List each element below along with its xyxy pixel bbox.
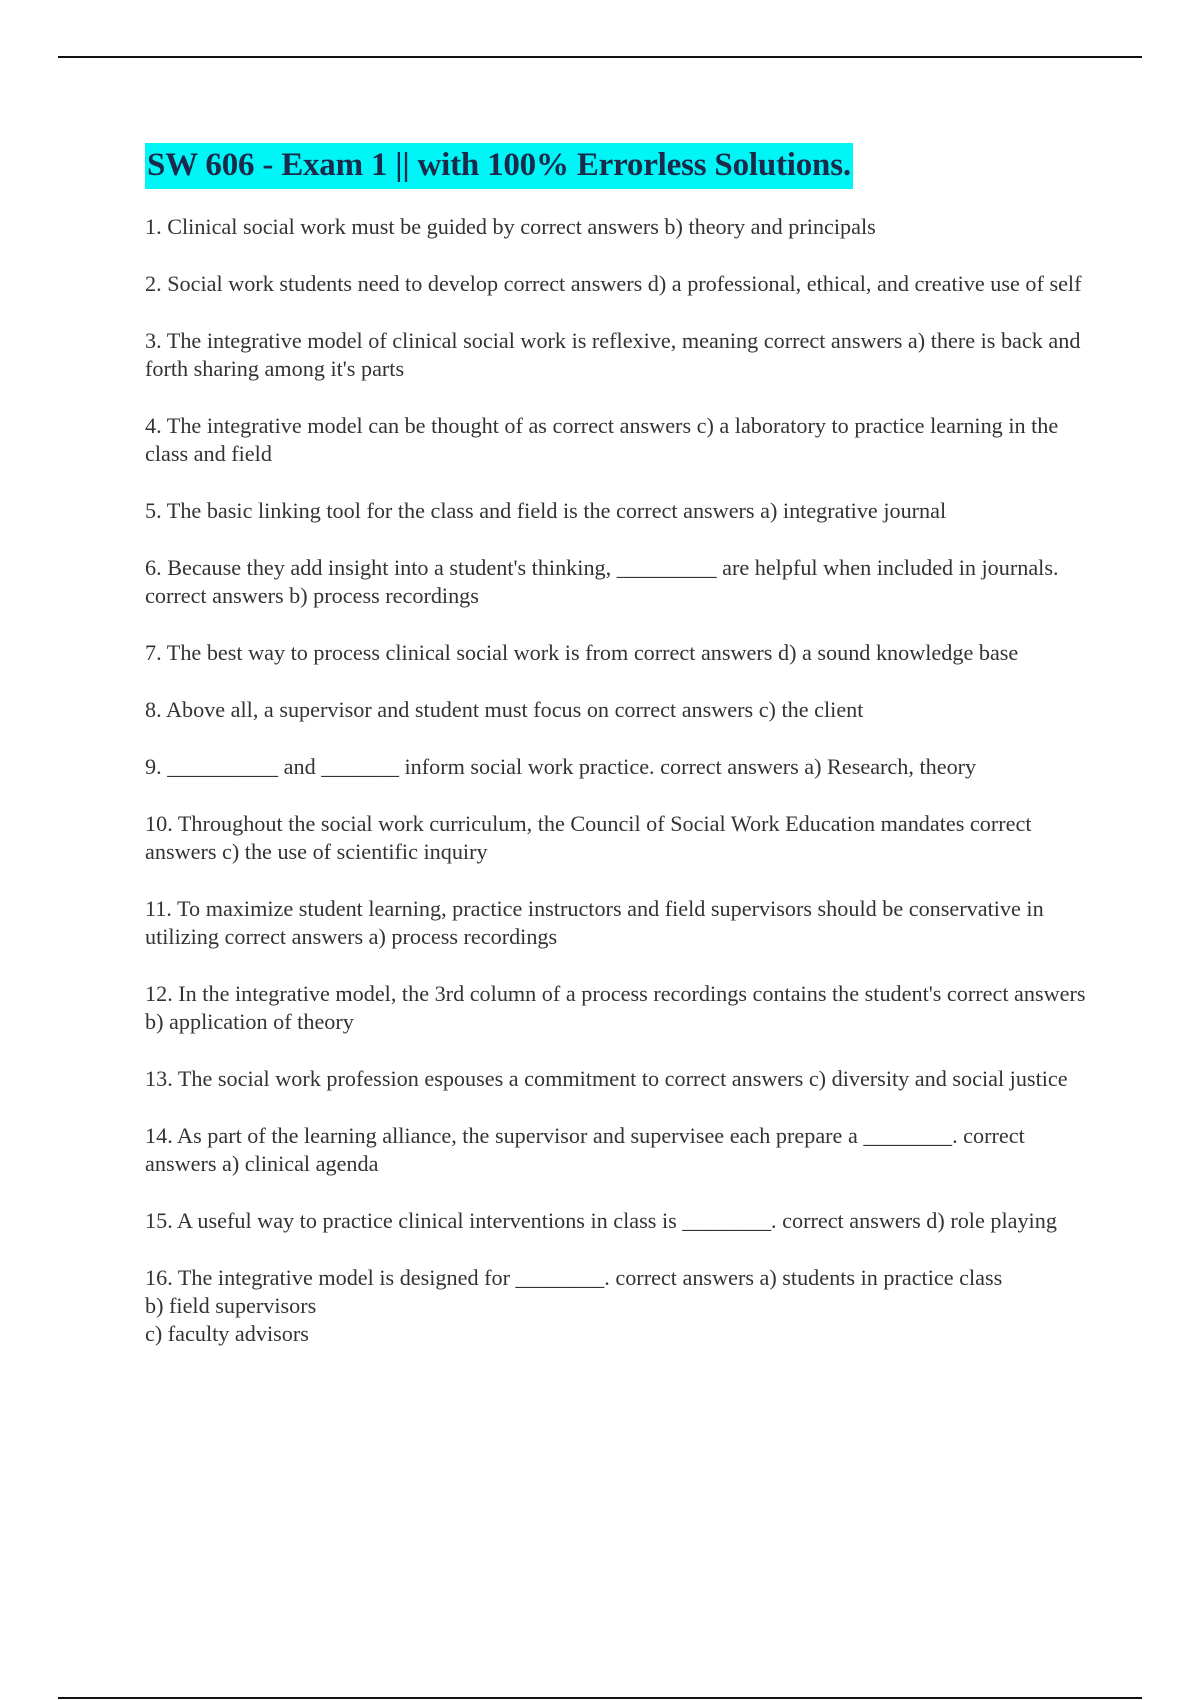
document-title: SW 606 - Exam 1 || with 100% Errorless Solutions. [145,143,853,189]
document-body [145,143,1095,1377]
question-list [145,213,1095,1348]
question-item: 6. Because they add insight into a student's thinking, _________ are helpful when included in journals. correct answers b) process recordings [145,555,1059,608]
question-item: 14. As part of the learning alliance, the supervisor and supervisee each prepare a ________. correct answers a) clinical agenda [145,1123,1025,1176]
question-item: 1. Clinical social work must be guided by correct answers b) theory and principals [145,214,876,239]
question-item: 15. A useful way to practice clinical interventions in class is ________. correct answers d) role playing [145,1208,1057,1233]
question-item: 16. The integrative model is designed for ________. correct answers a) students in practice class b) field supervisors c) faculty advisors [145,1265,1003,1346]
question-item: 3. The integrative model of clinical social work is reflexive, meaning correct answers a) there is back and forth sharing among it's parts [145,328,1081,381]
question-item: 2. Social work students need to develop correct answers d) a professional, ethical, and creative use of self [145,271,1082,296]
question-item: 4. The integrative model can be thought of as correct answers c) a laboratory to practice learning in the class and field [145,413,1059,466]
question-item: 10. Throughout the social work curriculum, the Council of Social Work Education mandates correct answers c) the use of scientific inquiry [145,811,1032,864]
question-item: 5. The basic linking tool for the class and field is the correct answers a) integrative journal [145,498,947,523]
question-item: 13. The social work profession espouses a commitment to correct answers c) diversity and social justice [145,1066,1068,1091]
question-item: 8. Above all, a supervisor and student must focus on correct answers c) the client [145,697,864,722]
question-item: 12. In the integrative model, the 3rd column of a process recordings contains the student's correct answers b) application of theory [145,981,1086,1034]
question-item: 7. The best way to process clinical social work is from correct answers d) a sound knowledge base [145,640,1019,665]
bottom-rule [58,1697,1142,1699]
top-rule [58,56,1142,58]
question-item: 9. __________ and _______ inform social work practice. correct answers a) Research, theory [145,754,977,779]
question-item: 11. To maximize student learning, practice instructors and field supervisors should be conservative in utilizing correct answers a) process recordings [145,896,1044,949]
